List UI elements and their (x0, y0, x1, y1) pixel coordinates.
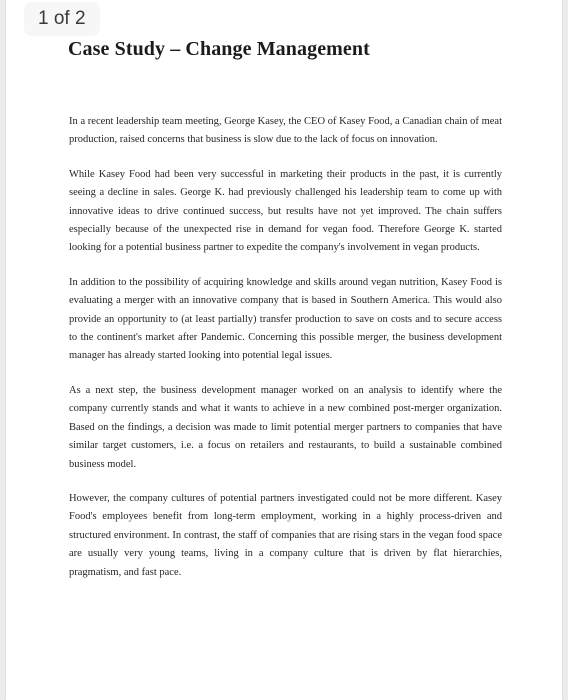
document-title: Case Study – Change Management (68, 38, 370, 60)
document-page (6, 0, 562, 700)
document-body (69, 113, 502, 598)
paragraph-analysis: As a next step, the business development manager worked on an analysis to identify where the company currently stands and what it wants to achieve in a new combined post-merger organization. Based on the findings, a decision was made to limit potential merger partners to companies that have similar target customers, i.e. a focus on retailers and restaurants, to build a sustainable combined business model. (69, 384, 502, 470)
paragraph-culture: However, the company cultures of potential partners investigated could not be more different. Kasey Food's employees benefit from long-term employment, working in a highly process-driven and structured environment. In contrast, the staff of companies that are rising stars in the vegan food space are usually very young teams, living in a company culture that is driven by flat hierarchies, pragmatism, and fast pace. (69, 492, 502, 578)
paragraph-intro: In a recent leadership team meeting, George Kasey, the CEO of Kasey Food, a Canadian chain of meat production, raised concerns that business is slow due to the lack of focus on innovation. (69, 116, 502, 146)
paragraph-sales-decline: While Kasey Food had been very successful in marketing their products in the past, it is currently seeing a decline in sales. George K. had previously challenged his leadership team to come up with innovative ideas to drive continued success, but results have not yet improved. The chain suffers especially because of the unexpected rise in demand for vegan food. Therefore George K. started looking for a potential business partner to expedite the company's involvement in vegan products. (69, 168, 502, 254)
paragraph-merger: In addition to the possibility of acquiring knowledge and skills around vegan nutrition, Kasey Food is evaluating a merger with an innovative company that is based in Southern America. This would also provide an opportunity to (at least partially) transfer production to save on costs and to secure access to the continent's market after Pandemic. Concerning this possible merger, the business development manager has already started looking into potential legal issues. (69, 276, 502, 362)
page-counter: 1 of 2 (24, 2, 100, 36)
